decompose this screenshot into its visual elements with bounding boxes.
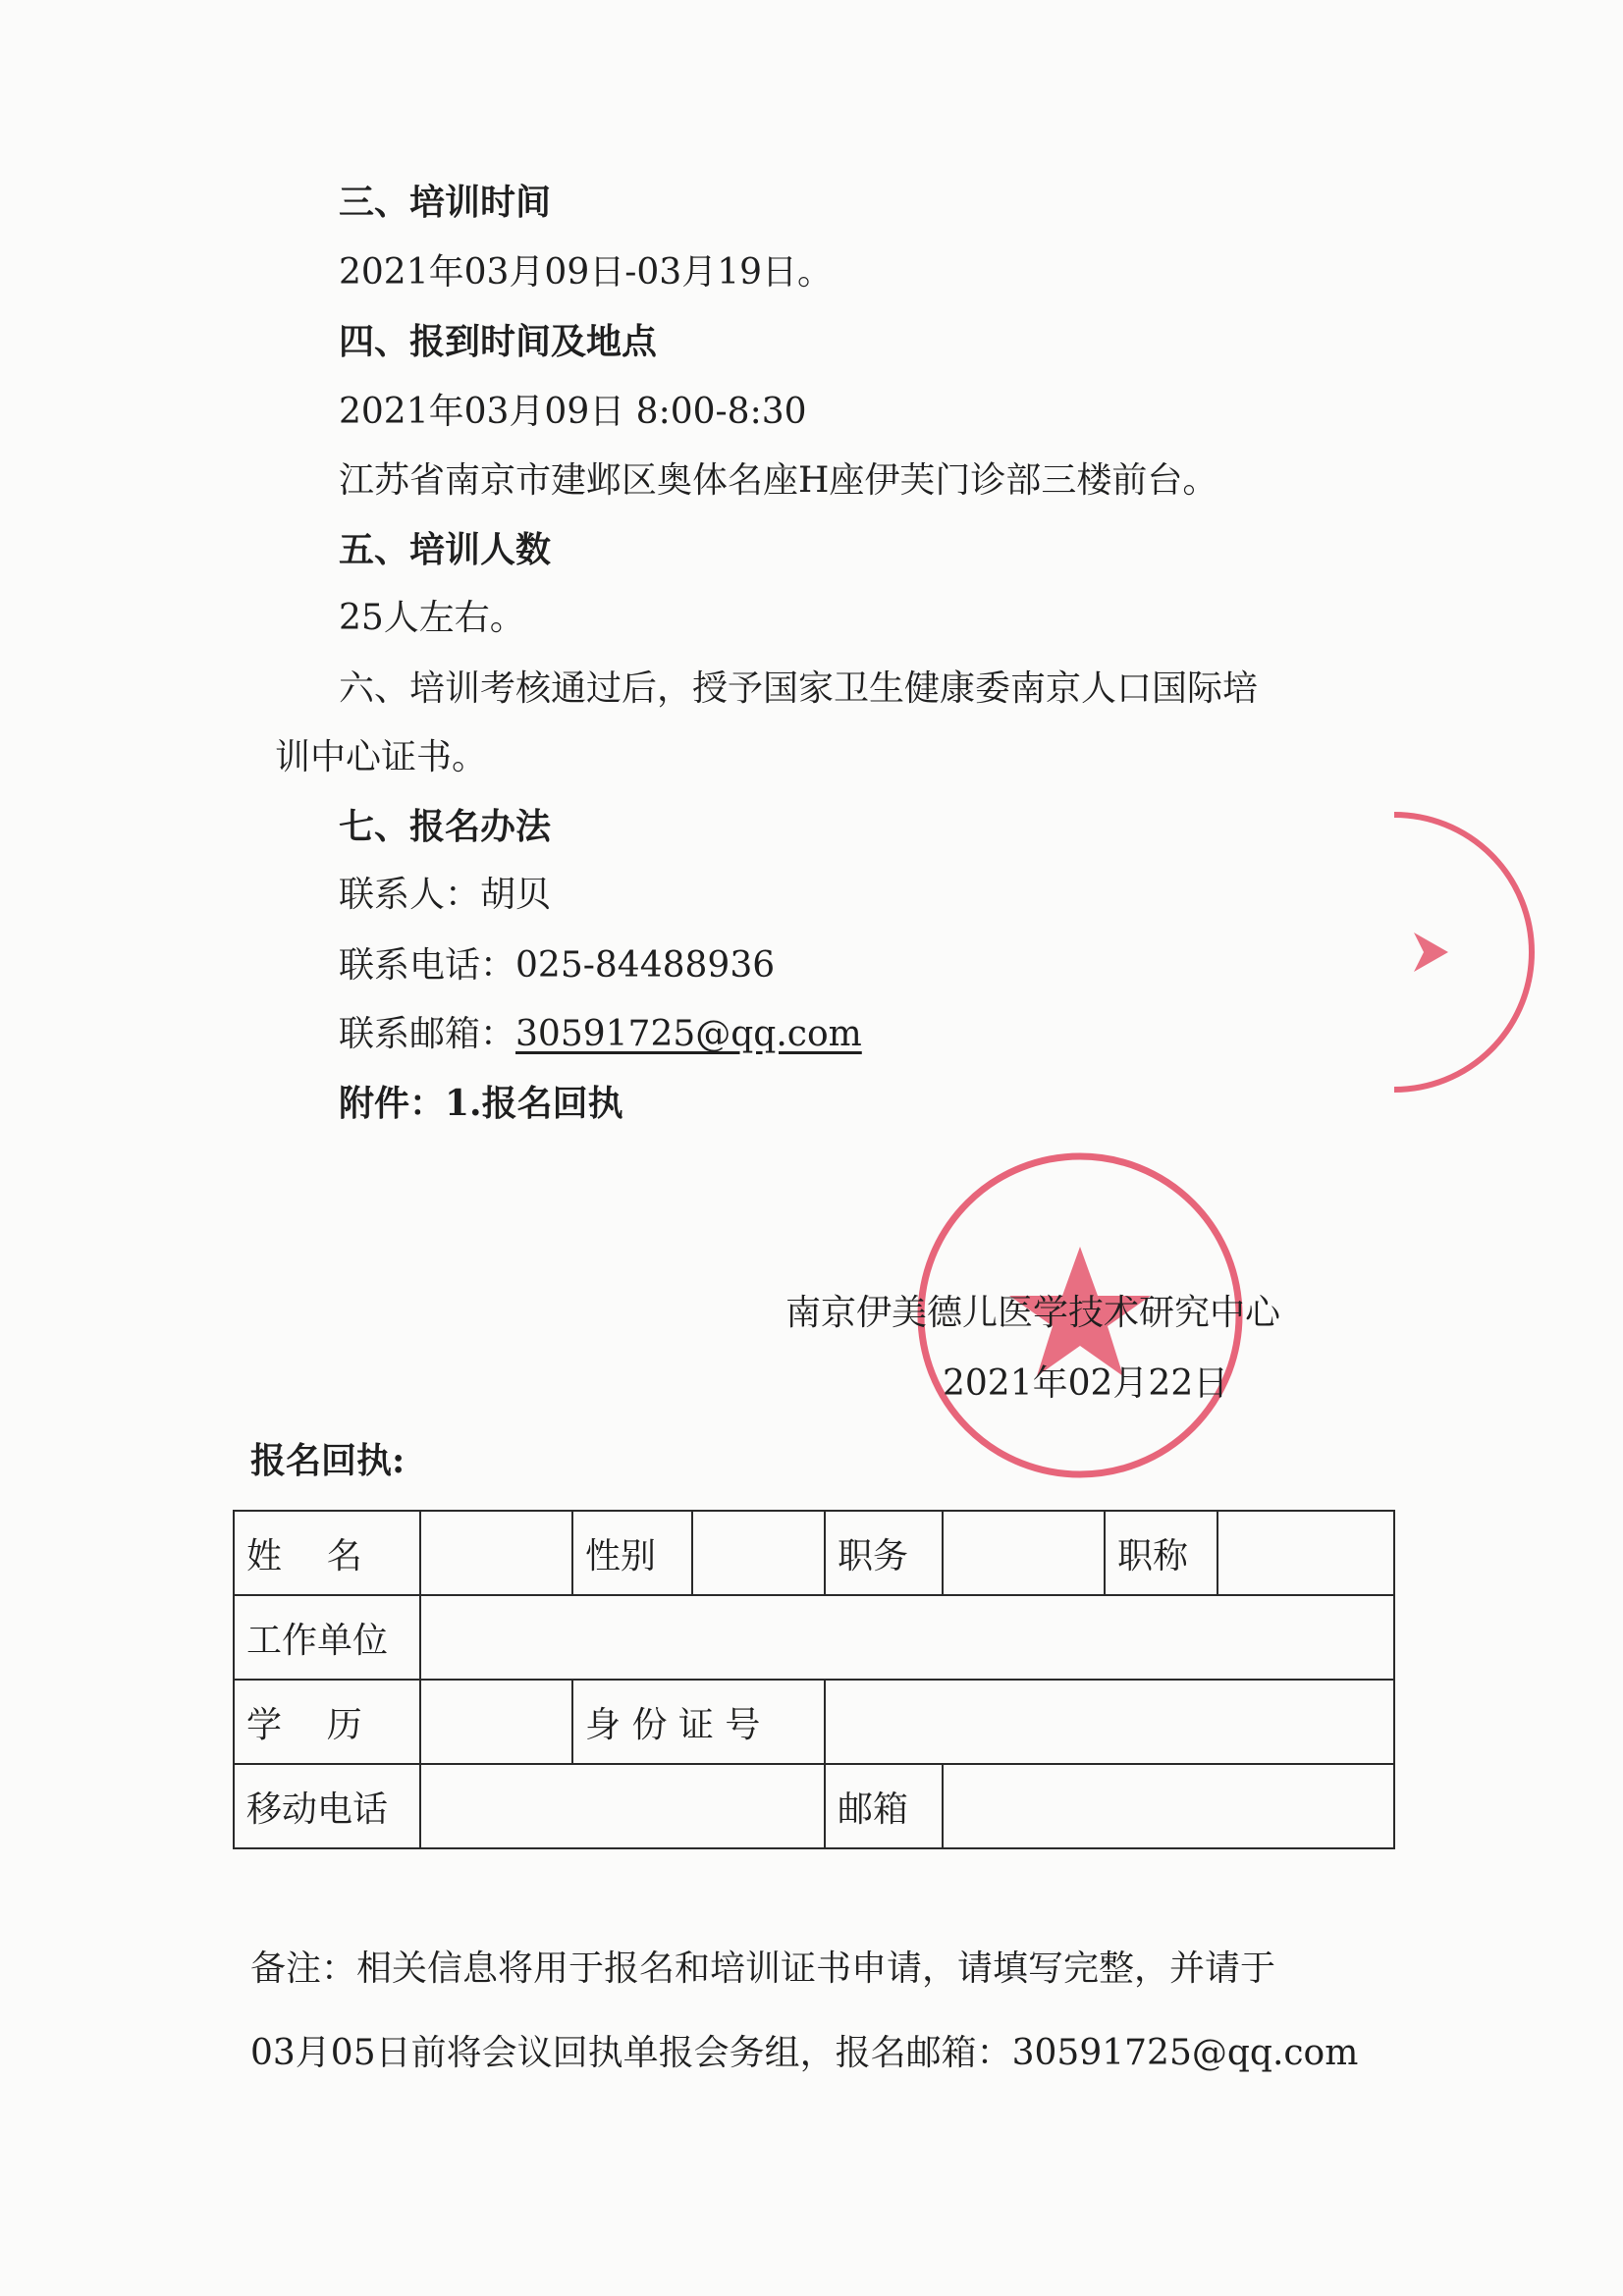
attachment-note: 附件：1.报名回执 — [339, 1083, 623, 1124]
section-7-heading: 七、报名办法 — [339, 806, 552, 847]
id-input[interactable] — [825, 1680, 1394, 1764]
education-label: 学 历 — [234, 1680, 420, 1764]
contact-person — [339, 874, 551, 917]
education-input[interactable] — [420, 1680, 572, 1764]
gender-label: 性别 — [572, 1511, 692, 1595]
section-4-heading: 四、报到时间及地点 — [339, 321, 658, 362]
section-4-place: 江苏省南京市建邺区奥体名座H座伊芙门诊部三楼前台。 — [339, 460, 1218, 501]
table-row — [234, 1680, 1394, 1764]
section-3-text: 2021年03月09日-03月19日。 — [339, 252, 834, 293]
section-6-line-2: 训中心证书。 — [275, 737, 488, 777]
contact-label: 联系人： — [339, 875, 481, 915]
contact-email — [339, 1013, 862, 1056]
email-link[interactable]: 30591725@qq.com — [515, 1014, 862, 1054]
signature-org: 南京伊美德儿医学技术研究中心 — [785, 1293, 1281, 1333]
phone-label: 联系电话： — [339, 945, 516, 986]
mobile-label: 移动电话 — [234, 1764, 420, 1848]
partial-seal-icon — [1355, 805, 1591, 1099]
name-input[interactable] — [420, 1511, 572, 1595]
position-label: 职务 — [825, 1511, 943, 1595]
gender-input[interactable] — [692, 1511, 825, 1595]
section-5-text: 25人左右。 — [339, 598, 525, 638]
contact-phone — [339, 944, 775, 988]
phone-value: 025-84488936 — [515, 945, 776, 986]
email-label: 联系邮箱： — [339, 1014, 516, 1054]
table-row — [234, 1511, 1394, 1595]
registration-form-table — [233, 1510, 1395, 1849]
table-row — [234, 1764, 1394, 1848]
mail-label: 邮箱 — [825, 1764, 943, 1848]
section-6-line-1: 六、培训考核通过后，授予国家卫生健康委南京人口国际培 — [339, 668, 1259, 709]
name-label: 姓 名 — [234, 1511, 420, 1595]
workplace-label: 工作单位 — [234, 1595, 420, 1680]
note-line-2: 03月05日前将会议回执单报会务组，报名邮箱：30591725@qq.com — [250, 2033, 1359, 2073]
title-input[interactable] — [1217, 1511, 1394, 1595]
section-4-time: 2021年03月09日 8:00-8:30 — [339, 392, 807, 432]
note-line-1: 备注：相关信息将用于报名和培训证书申请，请填写完整，并请于 — [250, 1949, 1276, 1989]
position-input[interactable] — [943, 1511, 1105, 1595]
workplace-input[interactable] — [420, 1595, 1394, 1680]
mobile-input[interactable] — [420, 1764, 825, 1848]
form-title: 报名回执: — [250, 1440, 406, 1481]
signature-date: 2021年02月22日 — [943, 1363, 1229, 1404]
id-label: 身 份 证 号 — [572, 1680, 825, 1764]
section-5-heading: 五、培训人数 — [339, 529, 552, 570]
title-label: 职称 — [1105, 1511, 1217, 1595]
contact-value: 胡贝 — [480, 875, 552, 915]
mail-input[interactable] — [943, 1764, 1394, 1848]
table-row — [234, 1595, 1394, 1680]
section-3-heading: 三、培训时间 — [339, 182, 552, 223]
